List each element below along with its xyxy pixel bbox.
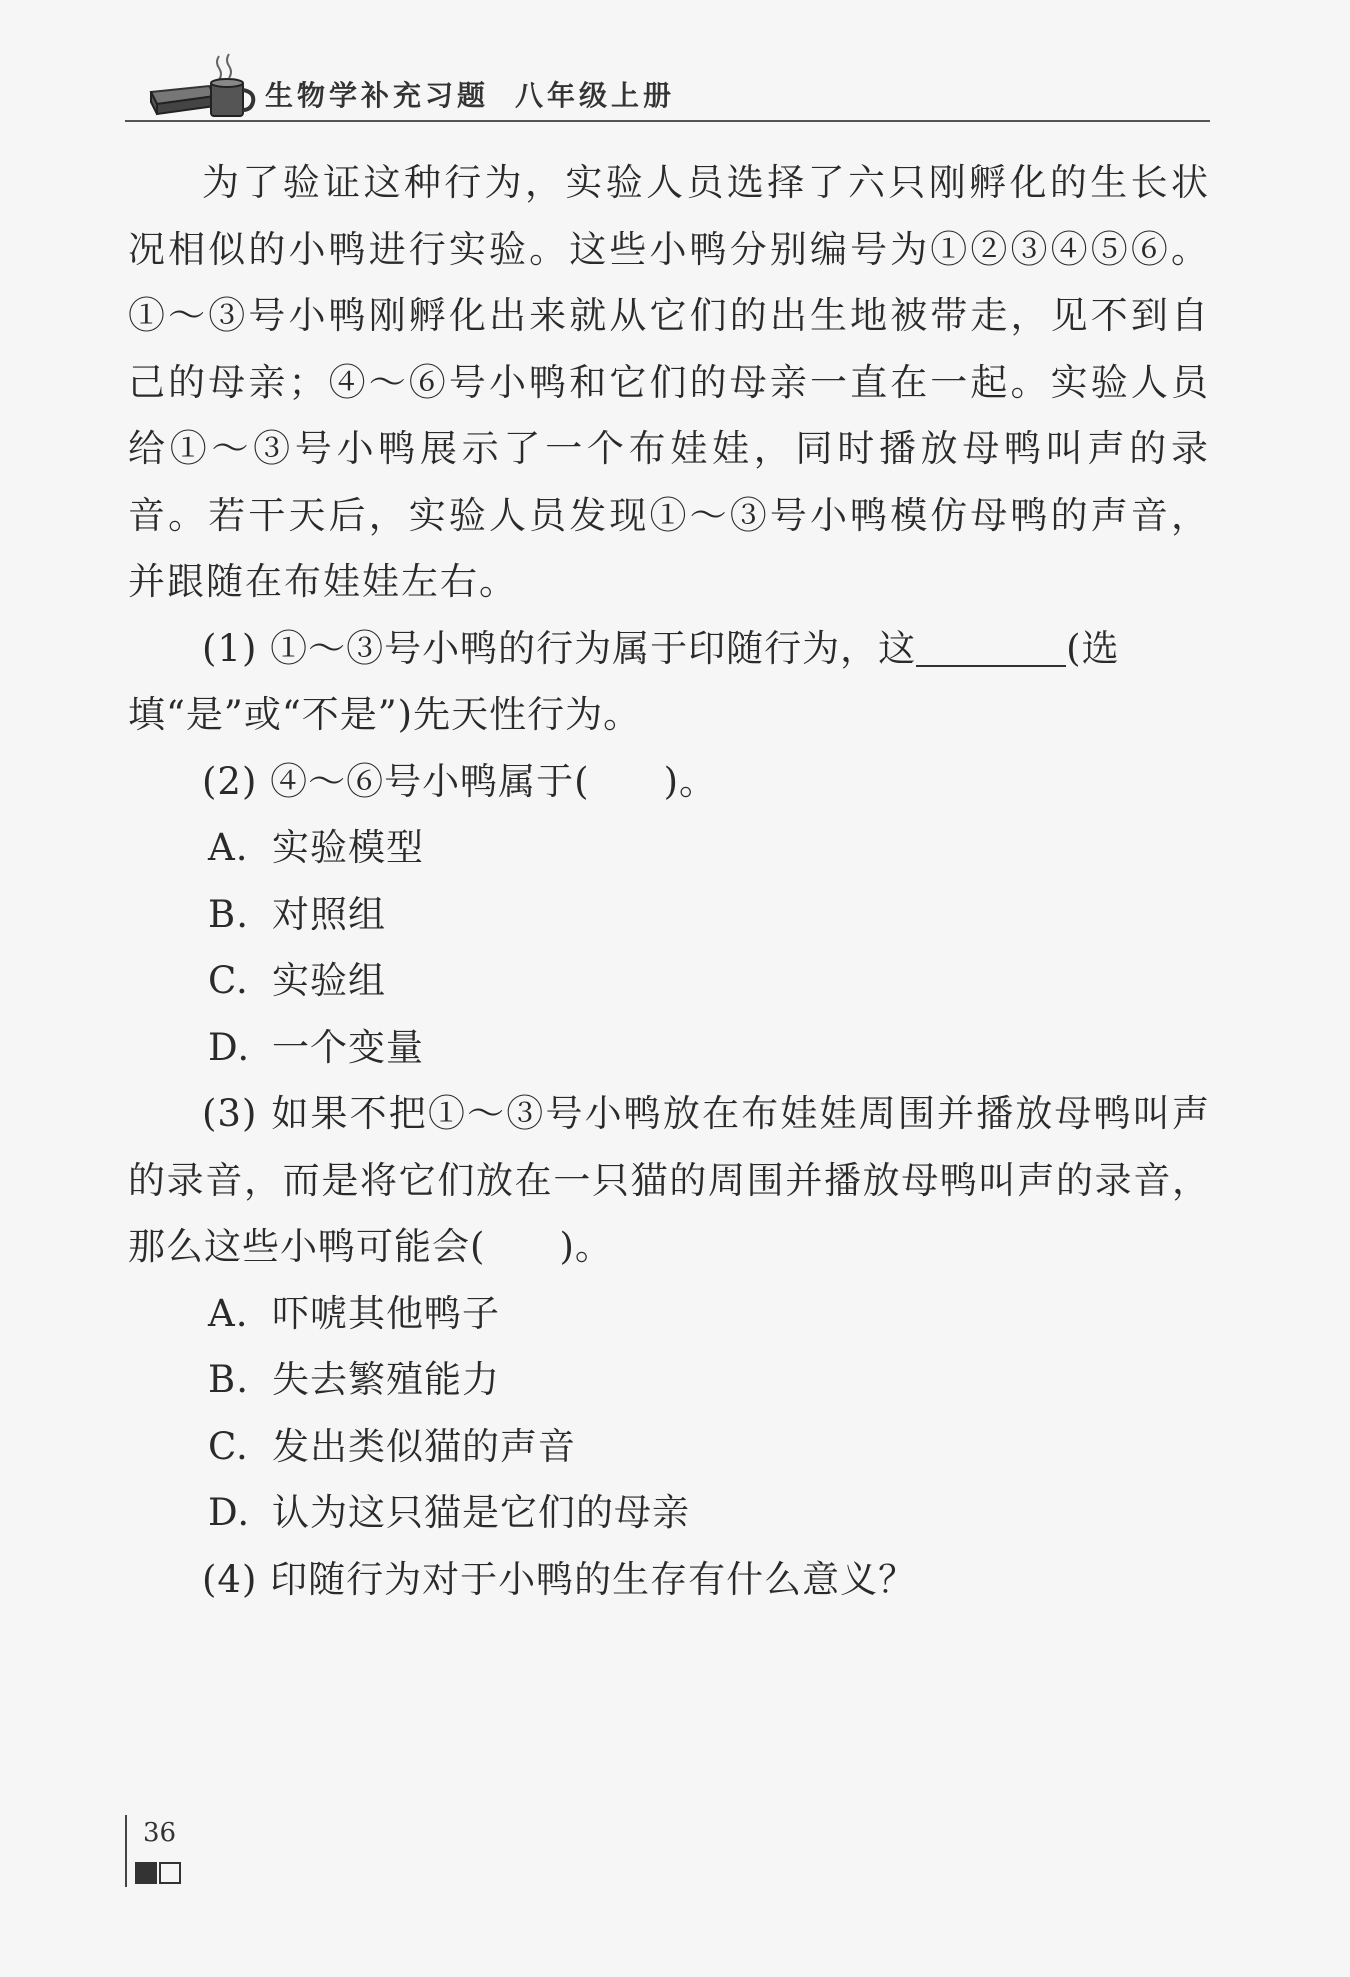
option [208,1015,713,1082]
option-text: 实验模型 [272,826,424,869]
page-header [125,40,1210,122]
option [208,1281,713,1348]
page-number: 36 [143,1818,177,1848]
option-text: 吓唬其他鸭子 [272,1291,500,1335]
question-1-suffix: (选填“是”或“不是”)先天性行为。 [128,626,1120,736]
grade-label: 八年级上册 [515,79,676,112]
footer-divider [125,1815,127,1887]
question-4 [128,1547,1210,1614]
question-3 [128,1081,1210,1281]
answer-blank[interactable] [916,628,1066,667]
question-2-suffix: )。 [663,759,718,803]
option-text: 实验组 [272,959,386,1002]
question-2-options [128,815,1210,1081]
empty-square-icon [159,1862,181,1884]
option [208,882,713,949]
question-3-prefix: (3) 如果不把①～③号小鸭放在布娃娃周围并播放母鸭叫声的录音，而是将它们放在一只猫的周围并播放母鸭叫声的录音，那么这些小鸭可能会( [128,1092,1210,1268]
question-3-suffix: )。 [559,1225,613,1268]
option-letter: D. [208,1491,251,1534]
footer-ornament [135,1862,183,1884]
option-text: 认为这只猫是它们的母亲 [272,1491,690,1534]
option-letter: B. [208,1358,249,1401]
book-title: 生物学补充习题 [265,79,490,112]
option [208,1347,713,1414]
option-text: 一个变量 [272,1025,424,1069]
option-text: 失去繁殖能力 [272,1358,500,1401]
question-1-prefix: (1) ①～③号小鸭的行为属于印随行为，这 [202,626,917,670]
option-text: 对照组 [272,892,386,936]
option [208,1414,713,1481]
option [208,1480,713,1547]
option-letter: A. [208,826,249,869]
option-letter: B. [208,892,249,936]
option-letter: C. [208,959,249,1002]
passage: 为了验证这种行为，实验人员选择了六只刚孵化的生长状况相似的小鸭进行实验。这些小鸭分别编号为①②③④⑤⑥。①～③号小鸭刚孵化出来就从它们的出生地被带走，见不到自己的母亲；④～⑥号小鸭和它们的母亲一直在一起。实验人员给①～③号小鸭展示了一个布娃娃，同时播放母鸭叫声的录音。若干天后，实验人员发现①～③号小鸭模仿母鸭的声音，并跟随在布娃娃左右。 [128,161,1210,603]
filled-square-icon [135,1862,157,1884]
option-text: 发出类似猫的声音 [272,1424,576,1468]
book-and-mug-icon [149,52,259,120]
header-title [265,74,675,114]
question-4-prefix: (4) 印随行为对于小鸭的生存有什么意义？ [202,1557,917,1601]
option [208,815,713,882]
question-3-options [128,1281,1210,1547]
option-letter: A. [208,1291,249,1335]
question-1 [128,616,1210,749]
exercise-content [128,150,1210,1613]
option-letter: D. [208,1025,251,1069]
question-2 [128,749,1210,816]
option [208,948,713,1015]
question-2-prefix: (2) ④～⑥号小鸭属于( [202,759,590,803]
option-letter: C. [208,1424,249,1468]
